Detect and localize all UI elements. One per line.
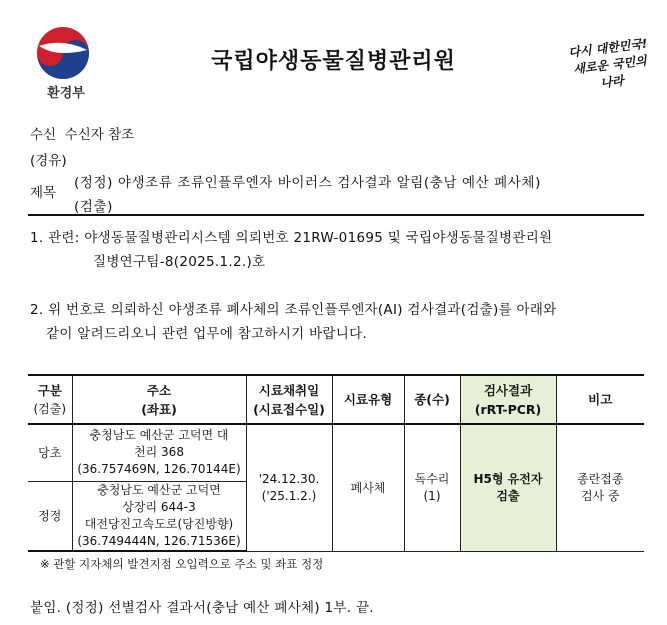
item2-line1: 2. 위 번호로 의뢰하신 야생조류 폐사체의 조류인플루엔자(AI) 검사결과(검출)를 아래와 xyxy=(30,302,557,318)
slogan xyxy=(567,35,653,95)
header-category: 구분 (검출) xyxy=(28,375,72,424)
attachment-line: 붙임. (정정) 선별검사 결과서(충남 예산 폐사체) 1부. 끝. xyxy=(30,600,374,616)
row-category: 정정 xyxy=(28,481,72,551)
ministry-name: 환경부 xyxy=(47,86,85,101)
row-address: 충청남도 예산군 고덕면 상장리 644-3 대전당진고속도로(당진방향) (36.749444N, 126.71536E) xyxy=(72,481,246,551)
results-table xyxy=(28,374,644,552)
collection-date-cell: '24.12.30. ('25.1.2.) xyxy=(246,424,332,551)
table-header-row xyxy=(28,375,644,424)
header-species: 종(수) xyxy=(404,375,460,424)
organization-title: 국립야생동물질병관리원 xyxy=(211,49,456,74)
item1-line2: 질병연구팀-8(2025.1.2.)호 xyxy=(93,254,266,270)
remarks-cell: 종란접종 검사 중 xyxy=(556,424,644,551)
header-sample-type: 시료유형 xyxy=(332,375,404,424)
subject-line1: (정정) 야생조류 조류인플루엔자 바이러스 검사결과 알림(충남 예산 폐사체) xyxy=(74,175,541,191)
subject-line2: (검출) xyxy=(74,199,114,215)
item2-line2: 같이 알려드리오니 관련 업무에 참고하시기 바랍니다. xyxy=(46,326,368,342)
subject-text xyxy=(74,171,541,219)
sample-type-cell: 폐사체 xyxy=(332,424,404,551)
table-footnote: ※ 관할 지자체의 발견지점 오입력으로 주소 및 좌표 정정 xyxy=(40,557,324,571)
header-address: 주소 (좌표) xyxy=(72,375,246,424)
result-cell: H5형 유전자 검출 xyxy=(460,424,556,551)
row-category: 당초 xyxy=(28,424,72,481)
table-row xyxy=(28,424,644,481)
subject-label: 제목 xyxy=(30,185,57,201)
recipient-line: 수신 수신자 참조 xyxy=(30,127,135,143)
header-date: 시료채취일 (시료접수일) xyxy=(246,375,332,424)
header-remarks: 비고 xyxy=(556,375,644,424)
via-line: (경유) xyxy=(30,153,67,169)
item1-line1: 1. 관련: 야생동물질병관리시스템 의뢰번호 21RW-01695 및 국립야생동물질병관리원 xyxy=(30,230,553,246)
subject-divider xyxy=(28,214,644,216)
slogan-line2: 새로운 국민의 나라 xyxy=(572,53,648,91)
slogan-line1: 다시 대한민국! xyxy=(567,36,649,60)
species-cell: 독수리 (1) xyxy=(404,424,460,551)
row-address: 충청남도 예산군 고덕면 대 천리 368 (36.757469N, 126.70144E) xyxy=(72,424,246,481)
header-result: 검사결과 (rRT-PCR) xyxy=(460,375,556,424)
